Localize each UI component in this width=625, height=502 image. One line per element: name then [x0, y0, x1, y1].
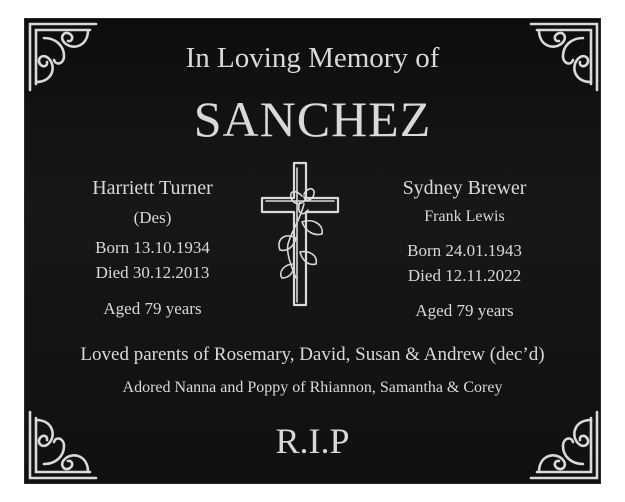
right-person-aged: Aged 79 years	[415, 301, 514, 320]
adored-grandparents-line: Adored Nanna and Poppy of Rhiannon, Samantha & Corey	[122, 379, 503, 396]
left-person-aged: Aged 79 years	[103, 299, 202, 318]
rip-text: R.I.P	[275, 421, 350, 461]
right-person-name: Sydney Brewer	[402, 177, 527, 199]
left-person-born: Born 13.10.1934	[95, 238, 210, 257]
left-person-nickname: (Des)	[133, 208, 172, 227]
loved-parents-line: Loved parents of Rosemary, David, Susan & Andrew (dec’d)	[80, 344, 545, 365]
left-person-name: Harriett Turner	[92, 177, 213, 199]
family-surname: SANCHEZ	[193, 91, 432, 147]
left-person-died: Died 30.12.2013	[95, 263, 210, 282]
right-person-nickname: Frank Lewis	[424, 208, 505, 225]
cross-with-lily-icon	[258, 160, 342, 308]
right-person-died: Died 12.11.2022	[407, 266, 522, 285]
right-person-born: Born 24.01.1943	[407, 241, 522, 260]
memorial-title: In Loving Memory of	[185, 42, 440, 74]
